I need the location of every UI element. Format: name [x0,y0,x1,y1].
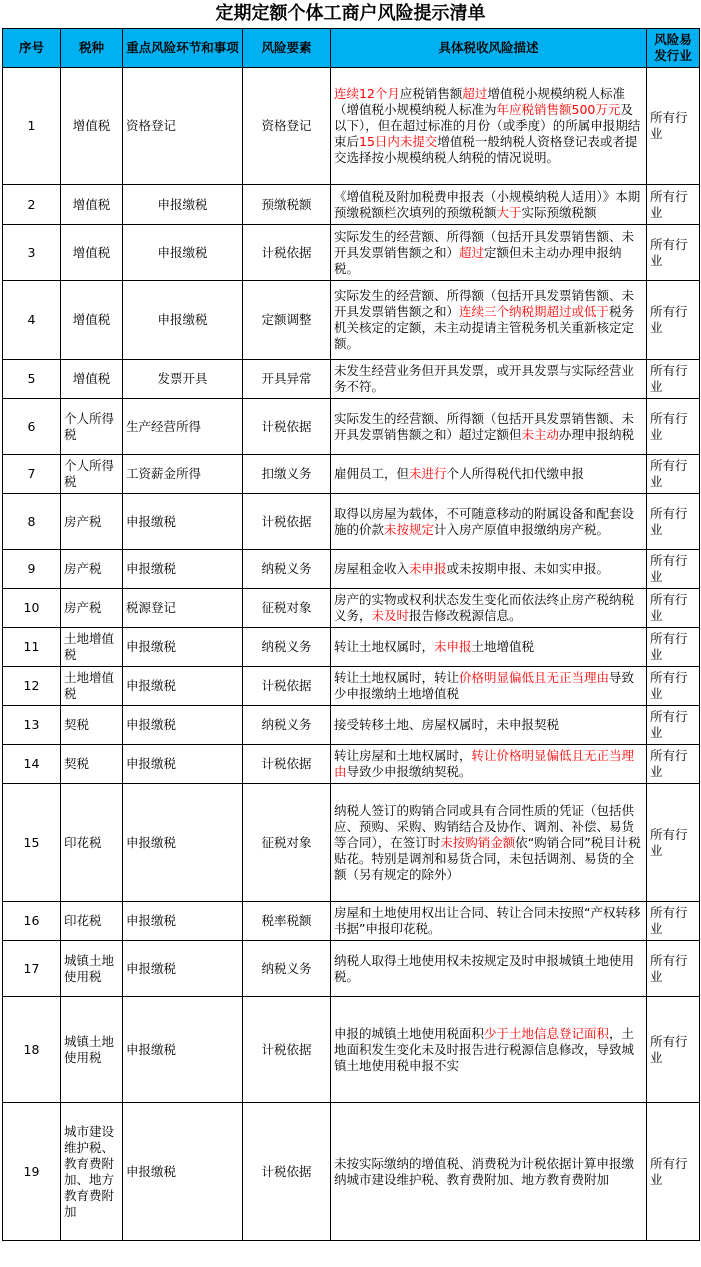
description-text: 接受转移土地、房屋权属时，未申报契税 [334,717,560,732]
highlight-text: 超过 [459,244,485,260]
cell-industry: 所有行业 [647,455,700,494]
cell-no: 7 [3,455,61,494]
table-row [3,784,700,902]
highlight-text: 未申报 [409,561,447,576]
header-risk-link: 重点风险环节和事项 [123,29,243,68]
cell-risk-link: 工资薪金所得 [123,455,243,494]
cell-risk-element: 计税依据 [243,745,331,784]
cell-risk-description [331,997,647,1103]
cell-tax-type: 增值税 [61,185,123,225]
cell-industry: 所有行业 [647,941,700,997]
description-text: 纳税人取得土地使用权未按规定及时申报城镇土地使用税。 [334,952,635,984]
description-text: 取得以房屋为载体，不可随意移动的附属设备和配套设施的价款 [334,505,635,537]
cell-industry: 所有行业 [647,706,700,745]
cell-tax-type: 个人所得税 [61,399,123,455]
cell-tax-type: 增值税 [61,360,123,399]
cell-no: 4 [3,281,61,360]
cell-risk-element: 计税依据 [243,667,331,706]
cell-tax-type: 契税 [61,745,123,784]
description-text: ，土地面积发生变化未及时报告进行税源信息修改，导致城镇土地使用税申报不实 [334,1025,635,1073]
description-text: 计入房产原值申报缴纳房产税。 [434,521,610,537]
description-text: 实际预缴税额 [521,204,597,220]
table-row [3,628,700,667]
cell-risk-description [331,455,647,494]
table-row [3,494,700,550]
cell-risk-link: 申报缴税 [123,706,243,745]
description-text: 个人所得税代扣代缴申报 [446,466,585,481]
cell-tax-type: 房产税 [61,494,123,550]
cell-risk-description [331,902,647,941]
cell-risk-link: 申报缴税 [123,628,243,667]
cell-risk-link: 申报缴税 [123,550,243,589]
header-industry: 风险易发行业 [647,29,700,68]
table-row [3,997,700,1103]
cell-risk-element: 征税对象 [243,784,331,902]
cell-no: 6 [3,399,61,455]
cell-tax-type: 房产税 [61,550,123,589]
cell-risk-link: 申报缴税 [123,941,243,997]
description-text: 《增值税及附加税费申报表（小规模纳税人适用）》本期预缴税额栏次填列的预缴税额 [334,188,641,220]
cell-risk-description [331,745,647,784]
cell-risk-description [331,494,647,550]
description-text: 实际发生的经营额、所得额（包括开具发票销售额、未开具发票销售额之和） [334,288,635,319]
highlight-text: 未进行 [409,466,447,481]
description-text: 实际发生的经营额、所得额（包括开具发票销售额、未开具发票销售额之和） [334,228,635,260]
description-text: 房屋租金收入 [334,561,410,576]
cell-no: 13 [3,706,61,745]
cell-risk-link: 申报缴税 [123,667,243,706]
cell-risk-description [331,784,647,902]
cell-risk-element: 定额调整 [243,281,331,360]
cell-risk-element: 纳税义务 [243,628,331,667]
cell-risk-element: 计税依据 [243,225,331,281]
description-text: 转让土地权属时，转让 [334,670,460,685]
cell-industry: 所有行业 [647,745,700,784]
description-text: 房产的实物或权利状态发生变化而依法终止房产税纳税义务， [334,592,635,623]
table-row [3,745,700,784]
cell-risk-element: 计税依据 [243,494,331,550]
cell-risk-link: 申报缴税 [123,997,243,1103]
cell-risk-link: 申报缴税 [123,902,243,941]
description-text: 未发生经营业务但开具发票，或开具发票与实际经营业务不符。 [334,363,635,394]
highlight-text: 未按购销金额 [440,834,516,850]
cell-industry: 所有行业 [647,550,700,589]
description-text: 房屋和土地使用权出让合同、转让合同未按照“产权转移书据”申报印花税。 [334,905,641,936]
highlight-text: 转让价格明显偏低且无正当理由 [334,748,635,779]
risk-table [2,28,700,1241]
description-text: 办理申报纳税 [559,426,635,442]
description-text: 未按实际缴纳的增值税、消费税为计税依据计算申报缴纳城市建设维护税、教育费附加、地方教育费附加 [334,1155,635,1187]
cell-industry: 所有行业 [647,628,700,667]
table-row [3,455,700,494]
header-tax-type: 税种 [61,29,123,68]
cell-tax-type: 增值税 [61,225,123,281]
cell-tax-type: 印花税 [61,784,123,902]
cell-risk-link: 申报缴税 [123,185,243,225]
cell-no: 8 [3,494,61,550]
cell-risk-description [331,68,647,185]
table-row [3,706,700,745]
cell-risk-link: 申报缴税 [123,745,243,784]
cell-risk-element: 开具异常 [243,360,331,399]
cell-risk-description [331,360,647,399]
cell-risk-element: 计税依据 [243,997,331,1103]
description-text: 应税销售额 [399,86,463,101]
description-text: 转让土地权属时， [334,639,435,654]
cell-industry: 所有行业 [647,399,700,455]
cell-tax-type: 印花税 [61,902,123,941]
table-row [3,941,700,997]
highlight-text: 未申报 [434,639,472,654]
cell-risk-description [331,706,647,745]
table-row [3,550,700,589]
description-text: 定额但未主动办理申报纳税。 [334,244,622,276]
cell-risk-description [331,225,647,281]
table-row [3,589,700,628]
cell-industry: 所有行业 [647,902,700,941]
cell-risk-link: 生产经营所得 [123,399,243,455]
description-text: 实际发生的经营额、所得额（包括开具发票销售额、未开具发票销售额之和）超过定额但 [334,410,635,442]
cell-industry: 所有行业 [647,667,700,706]
description-text: 申报的城镇土地使用税面积 [334,1025,485,1041]
cell-risk-description [331,185,647,225]
table-row [3,225,700,281]
highlight-text: 价格明显偏低且无正当理由 [459,670,610,685]
cell-risk-element: 计税依据 [243,399,331,455]
table-row [3,281,700,360]
highlight-text: 连续三个纳税期超过或低于 [459,304,610,319]
description-text: 税务机关核定的定额，未主动提请主管税务机关重新核定定额。 [334,304,635,351]
cell-risk-element: 纳税义务 [243,941,331,997]
cell-no: 18 [3,997,61,1103]
cell-no: 11 [3,628,61,667]
highlight-text: 15日内未提交 [359,134,438,149]
cell-industry: 所有行业 [647,225,700,281]
cell-no: 1 [3,68,61,185]
cell-risk-element: 资格登记 [243,68,331,185]
highlight-text: 大于 [496,204,522,220]
cell-risk-description [331,550,647,589]
description-text: 及以下），但在超过标准的月份（或季度）的所属申报期结束后 [334,102,641,149]
highlight-text: 连续12个月 [334,86,400,101]
table-row [3,902,700,941]
cell-risk-element: 预缴税额 [243,185,331,225]
cell-risk-element: 纳税义务 [243,550,331,589]
highlight-text: 年应税销售额500万元 [496,102,621,117]
cell-risk-link: 申报缴税 [123,494,243,550]
cell-risk-description [331,589,647,628]
cell-no: 19 [3,1103,61,1241]
cell-industry: 所有行业 [647,494,700,550]
cell-industry: 所有行业 [647,68,700,185]
cell-tax-type: 城镇土地使用税 [61,997,123,1103]
cell-industry: 所有行业 [647,185,700,225]
description-text: 纳税人签订的购销合同或具有合同性质的凭证（包括供应、预购、采购、购销结合及协作、调剂、补偿、易货等合同），在签订时 [334,802,635,850]
cell-industry: 所有行业 [647,589,700,628]
cell-risk-description [331,399,647,455]
cell-no: 10 [3,589,61,628]
table-row [3,667,700,706]
description-text: 报告修改税源信息。 [409,608,522,623]
cell-risk-link: 申报缴税 [123,1103,243,1241]
description-text: 导致少申报缴纳契税。 [346,764,472,779]
table-row [3,360,700,399]
header-risk-element: 风险要素 [243,29,331,68]
table-row [3,68,700,185]
cell-risk-description [331,628,647,667]
cell-tax-type: 土地增值税 [61,667,123,706]
cell-tax-type: 房产税 [61,589,123,628]
cell-no: 3 [3,225,61,281]
cell-no: 9 [3,550,61,589]
description-text: 导致少申报缴纳土地增值税 [334,670,635,701]
highlight-text: 未主动 [521,426,560,442]
table-row [3,1103,700,1241]
cell-risk-link: 资格登记 [123,68,243,185]
description-text: 土地增值税 [471,639,535,654]
cell-industry: 所有行业 [647,1103,700,1241]
cell-no: 2 [3,185,61,225]
cell-industry: 所有行业 [647,360,700,399]
table-row [3,185,700,225]
cell-risk-element: 税率税额 [243,902,331,941]
cell-tax-type: 城镇土地使用税 [61,941,123,997]
highlight-text: 少于土地信息登记面积 [484,1025,610,1041]
cell-risk-description [331,281,647,360]
cell-risk-link: 申报缴税 [123,225,243,281]
cell-tax-type: 契税 [61,706,123,745]
cell-risk-link: 申报缴税 [123,281,243,360]
cell-no: 17 [3,941,61,997]
cell-industry: 所有行业 [647,281,700,360]
cell-risk-element: 计税依据 [243,1103,331,1241]
cell-risk-element: 纳税义务 [243,706,331,745]
cell-risk-description [331,941,647,997]
header-no: 序号 [3,29,61,68]
highlight-text: 未按规定 [384,521,435,537]
cell-tax-type: 城市建设维护税、教育费附加、地方教育费附加 [61,1103,123,1241]
description-text: 依“购销合同”税目计税贴花。特别是调剂和易货合同，未包括调剂、易货的全额（另有规定的除外） [334,834,641,882]
cell-risk-link: 申报缴税 [123,784,243,902]
cell-tax-type: 个人所得税 [61,455,123,494]
header-risk-description: 具体税收风险描述 [331,29,647,68]
page-title: 定期定额个体工商户风险提示清单 [215,3,486,24]
cell-risk-link: 税源登记 [123,589,243,628]
description-text: 雇佣员工，但 [334,466,410,481]
cell-no: 5 [3,360,61,399]
cell-risk-element: 扣缴义务 [243,455,331,494]
cell-risk-element: 征税对象 [243,589,331,628]
cell-industry: 所有行业 [647,997,700,1103]
cell-risk-link: 发票开具 [123,360,243,399]
cell-no: 15 [3,784,61,902]
cell-no: 16 [3,902,61,941]
description-text: 增值税小规模纳税人标准（增值税小规模纳税人标准为 [334,86,625,117]
highlight-text: 超过 [462,86,488,101]
cell-no: 14 [3,745,61,784]
description-text: 或未按期申报、未如实申报。 [446,561,610,576]
description-text: 增值税一般纳税人资格登记表或者提交选择按小规模纳税人纳税的情况说明。 [334,134,638,165]
cell-tax-type: 增值税 [61,68,123,185]
cell-tax-type: 土地增值税 [61,628,123,667]
table-header-row [3,29,700,68]
table-row [3,399,700,455]
highlight-text: 未及时 [371,608,410,623]
description-text: 转让房屋和土地权属时， [334,748,472,763]
cell-risk-description [331,667,647,706]
cell-risk-description [331,1103,647,1241]
cell-no: 12 [3,667,61,706]
cell-tax-type: 增值税 [61,281,123,360]
cell-industry: 所有行业 [647,784,700,902]
